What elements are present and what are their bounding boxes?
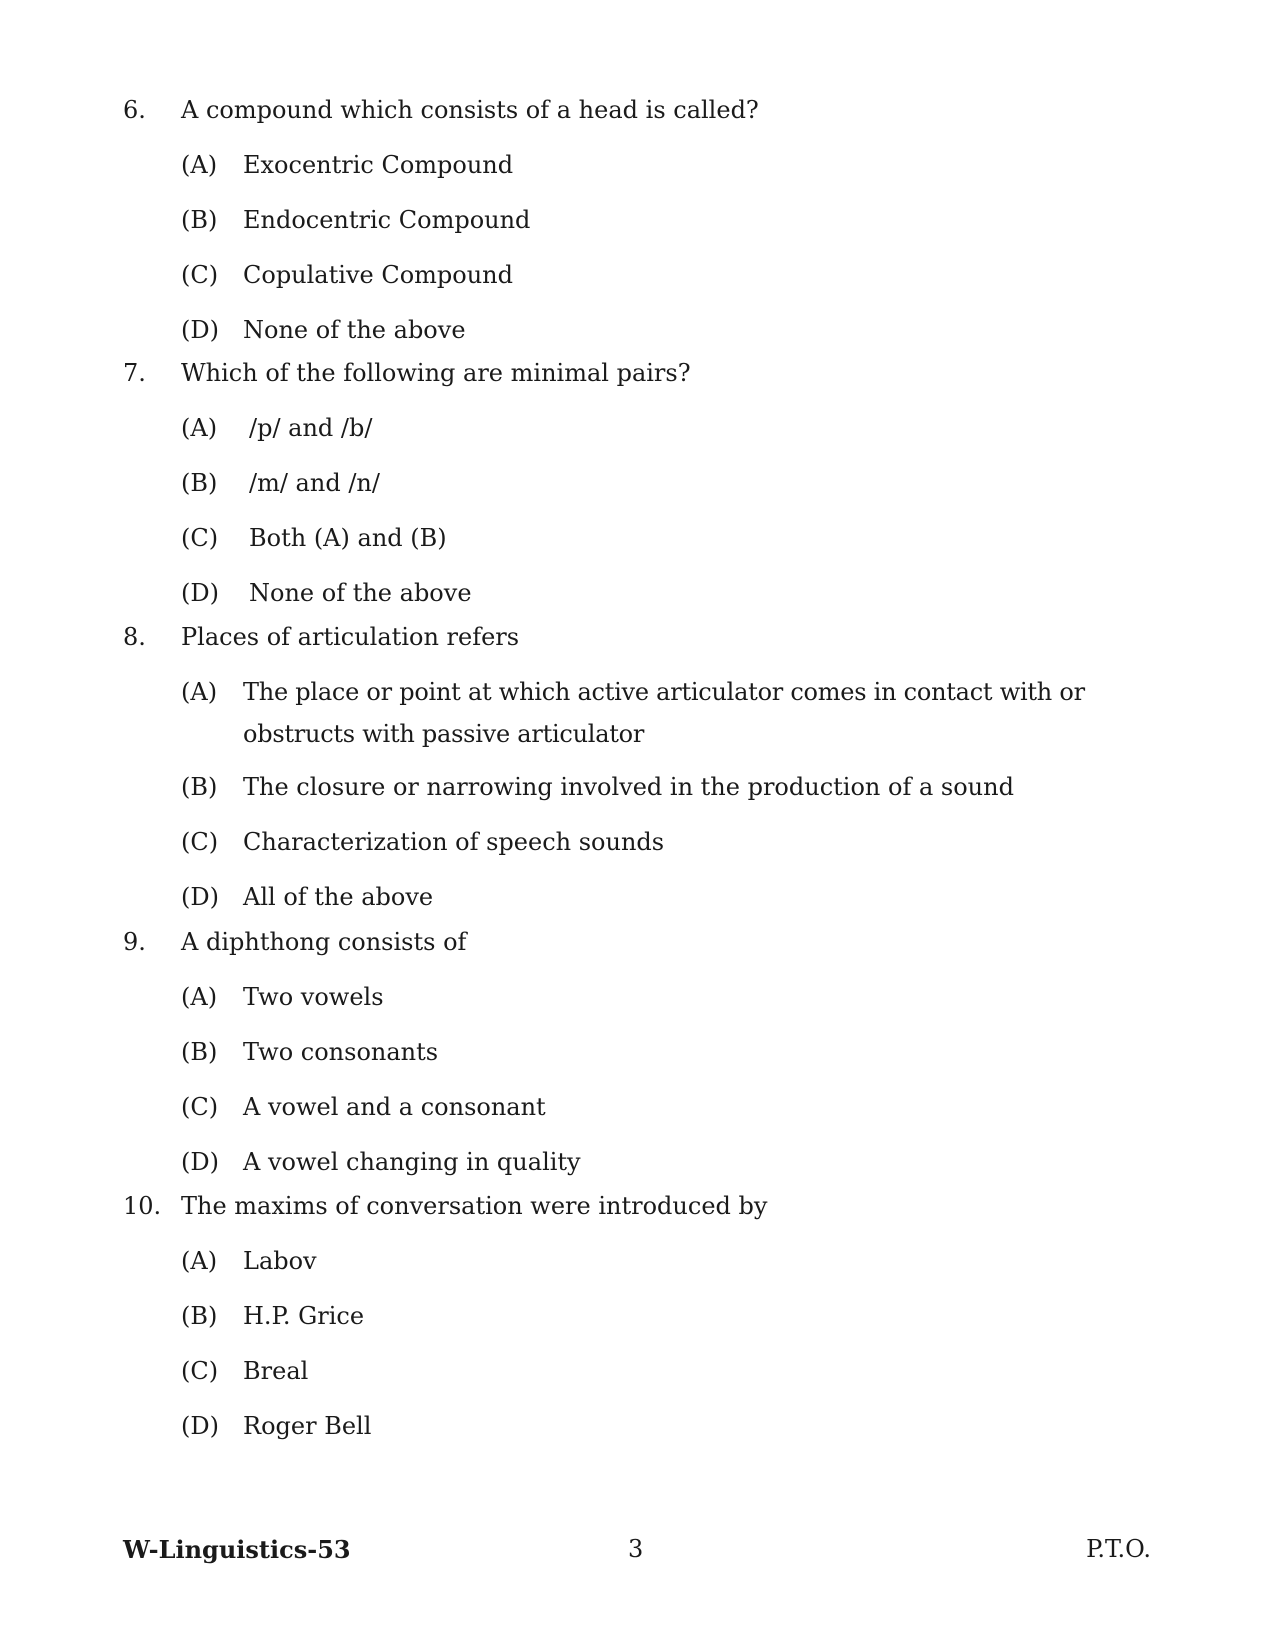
question-text: Which of the following are minimal pairs? bbox=[181, 359, 691, 387]
option-a bbox=[181, 982, 1163, 1037]
question-text: Places of articulation refers bbox=[181, 623, 520, 651]
option-text: A vowel changing in quality bbox=[243, 1148, 581, 1176]
option-text: None of the above bbox=[243, 316, 466, 344]
option-label: (D) bbox=[181, 883, 219, 911]
option-label: (A) bbox=[181, 983, 218, 1011]
question-stem bbox=[123, 622, 1163, 677]
option-b bbox=[181, 468, 1163, 523]
option-text: Characterization of speech sounds bbox=[243, 828, 665, 856]
option-text: Exocentric Compound bbox=[243, 151, 514, 179]
question-number: 6. bbox=[123, 96, 146, 124]
option-c bbox=[181, 1356, 1163, 1411]
option-text: /m/ and /n/ bbox=[249, 469, 380, 497]
option-label: (B) bbox=[181, 1038, 218, 1066]
option-text: Roger Bell bbox=[243, 1412, 372, 1440]
option-label: (C) bbox=[181, 1093, 219, 1121]
option-text: Endocentric Compound bbox=[243, 206, 531, 234]
option-c bbox=[181, 1092, 1163, 1147]
question-stem bbox=[123, 1191, 1163, 1246]
option-text: The place or point at which active articulator comes in contact with or obstructs with passive articulator bbox=[243, 678, 1085, 748]
question-number: 9. bbox=[123, 928, 146, 956]
option-text: Breal bbox=[243, 1357, 309, 1385]
question-stem bbox=[123, 358, 1163, 413]
option-label: (D) bbox=[181, 1148, 219, 1176]
option-label: (A) bbox=[181, 414, 218, 442]
option-text: Copulative Compound bbox=[243, 261, 513, 289]
question-text: A compound which consists of a head is called? bbox=[181, 96, 759, 124]
paper-code: W-Linguistics-53 bbox=[123, 1535, 351, 1564]
option-a bbox=[181, 1246, 1163, 1301]
option-a bbox=[181, 150, 1163, 205]
question-text: A diphthong consists of bbox=[181, 928, 467, 956]
question-stem bbox=[123, 927, 1163, 982]
question-9 bbox=[123, 927, 1163, 1202]
option-b bbox=[181, 205, 1163, 260]
option-label: (A) bbox=[181, 1247, 218, 1275]
option-text: Two vowels bbox=[243, 983, 384, 1011]
question-number: 10. bbox=[123, 1192, 162, 1220]
option-c bbox=[181, 827, 1163, 882]
question-text: The maxims of conversation were introduced by bbox=[181, 1192, 768, 1220]
question-10 bbox=[123, 1191, 1163, 1466]
option-label: (C) bbox=[181, 524, 219, 552]
question-number: 8. bbox=[123, 623, 146, 651]
question-number: 7. bbox=[123, 359, 146, 387]
option-b bbox=[181, 1301, 1163, 1356]
option-c bbox=[181, 260, 1163, 315]
option-d bbox=[181, 1411, 1163, 1466]
option-label: (D) bbox=[181, 579, 219, 607]
option-label: (B) bbox=[181, 469, 218, 497]
option-label: (C) bbox=[181, 828, 219, 856]
option-b bbox=[181, 772, 1163, 827]
option-label: (D) bbox=[181, 316, 219, 344]
page-number: 3 bbox=[628, 1535, 644, 1563]
option-a bbox=[181, 677, 1163, 772]
option-label: (C) bbox=[181, 1357, 219, 1385]
option-c bbox=[181, 523, 1163, 578]
option-text: None of the above bbox=[249, 579, 472, 607]
option-label: (B) bbox=[181, 773, 218, 801]
option-text: Two consonants bbox=[243, 1038, 439, 1066]
option-label: (B) bbox=[181, 1302, 218, 1330]
option-text: The closure or narrowing involved in the production of a sound bbox=[243, 773, 1014, 801]
option-text: H.P. Grice bbox=[243, 1302, 365, 1330]
question-6 bbox=[123, 95, 1163, 370]
option-text: Labov bbox=[243, 1247, 317, 1275]
option-text: /p/ and /b/ bbox=[249, 414, 373, 442]
question-8 bbox=[123, 622, 1163, 937]
page-footer bbox=[123, 1535, 1151, 1569]
question-stem bbox=[123, 95, 1163, 150]
option-label: (B) bbox=[181, 206, 218, 234]
option-a bbox=[181, 413, 1163, 468]
option-text: Both (A) and (B) bbox=[249, 524, 447, 552]
question-7 bbox=[123, 358, 1163, 633]
option-text: A vowel and a consonant bbox=[243, 1093, 546, 1121]
please-turn-over: P.T.O. bbox=[1086, 1535, 1151, 1563]
option-b bbox=[181, 1037, 1163, 1092]
option-label: (C) bbox=[181, 261, 219, 289]
option-label: (D) bbox=[181, 1412, 219, 1440]
option-label: (A) bbox=[181, 151, 218, 179]
option-text: All of the above bbox=[243, 883, 434, 911]
option-label: (A) bbox=[181, 678, 218, 706]
